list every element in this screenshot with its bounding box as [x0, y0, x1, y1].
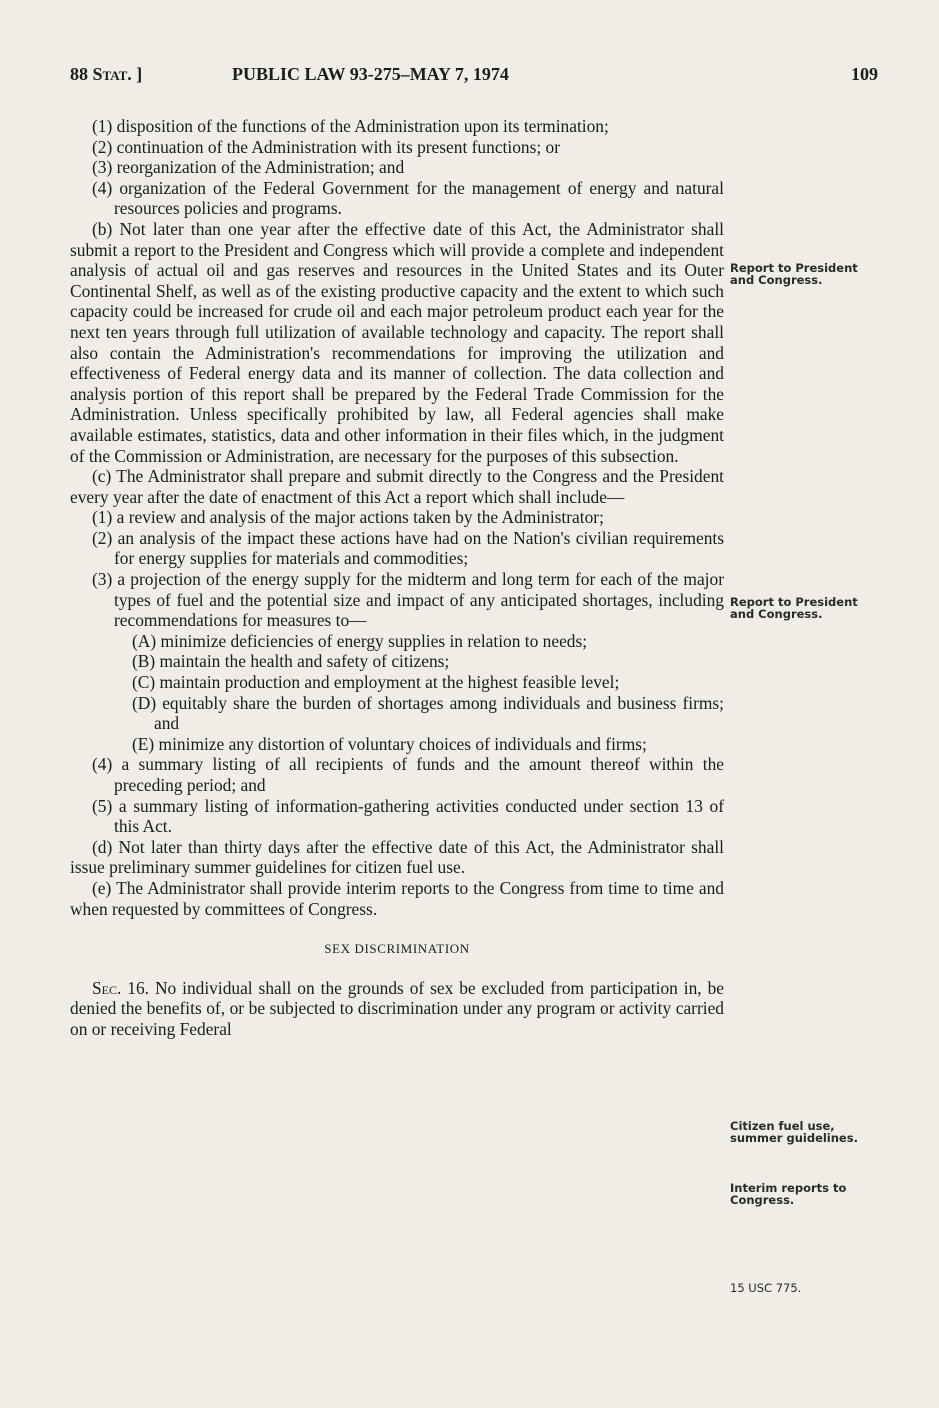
item-c3: (3) a projection of the energy supply for the midterm and long term for each of the major types of fuel and the potential size and impact of any anticipated shortages, including recommendations for measures to—: [92, 569, 724, 631]
item-c5: (5) a summary listing of information-gathering activities conducted under section 13 of this Act.: [92, 795, 724, 837]
item-a4: (4) organization of the Federal Government for the management of energy and natural resources policies and programs.: [92, 177, 724, 219]
item-a2: (2) continuation of the Administration with its present functions; or: [92, 136, 561, 157]
section-heading: SEX DISCRIMINATION: [324, 941, 470, 957]
margin-note-report-1: Report to President and Congress.: [730, 261, 858, 287]
stat-reference: 88 Stat. ]: [70, 64, 143, 84]
margin-note-usc: 15 USC 775.: [730, 1281, 802, 1295]
margin-note-interim-reports: Interim reports to Congress.: [730, 1181, 847, 1207]
item-a3: (3) reorganization of the Administration; and: [92, 157, 405, 178]
item-c4: (4) a summary listing of all recipients of funds and the amount thereof within the preceding period; and: [92, 754, 724, 795]
item-c2: (2) an analysis of the impact these actions have had on the Nation's civilian requirements for energy supplies for materials and commodities;: [92, 527, 724, 569]
page-header: [70, 64, 878, 92]
margin-note-report-2: Report to President and Congress.: [730, 595, 858, 621]
section-16: [70, 978, 724, 1040]
paragraph-c: (c) The Administrator shall prepare and submit directly to the Congress and the President every year after the date of enactment of this Act a report which shall include—: [70, 466, 724, 507]
section-16-text: No individual shall on the grounds of sex be excluded from participation in, be denied the benefits of, or be subjected to discrimination under any program or activity carried on or receiving Federal: [70, 977, 724, 1039]
item-cD: (D) equitably share the burden of shortages among individuals and business firms; and: [132, 692, 724, 734]
item-c1: (1) a review and analysis of the major actions taken by the Administrator;: [92, 507, 604, 528]
margin-note-citizen-fuel: Citizen fuel use, summer guidelines.: [730, 1119, 858, 1145]
item-cB: (B) maintain the health and safety of citizens;: [132, 651, 450, 672]
section-16-label: Sec. 16.: [92, 977, 150, 998]
item-a1: (1) disposition of the functions of the Administration upon its termination;: [92, 116, 609, 136]
item-cC: (C) maintain production and employment at the highest feasible level;: [132, 672, 620, 693]
page-number: 109: [851, 64, 878, 84]
body-text: [70, 116, 724, 1040]
paragraph-b: (b) Not later than one year after the effective date of this Act, the Administrator shall submit a report to the President and Congress which will provide a complete and independent analysis of actual oil and gas reserves and resources in the United States and its Outer Continental Shelf, as well as of the existing productive capacity and the extent to which such capacity could be increased for crude oil and each major petroleum product each year for the next ten years through full utilization of available technology and capacity. The report shall also contain the Administration's recommendations for improving the utilization and effectiveness of Federal energy data and its manner of collection. The data collection and analysis portion of this report shall be prepared by the Federal Trade Commission for the Administration. Unless specifically prohibited by law, all Federal agencies shall make available estimates, statistics, data and other information in their files which, in the judgment of the Commission or Administration, are necessary for the purposes of this subsection.: [70, 218, 724, 466]
paragraph-e: (e) The Administrator shall provide interim reports to the Congress from time to time and when requested by committees of Congress.: [70, 877, 724, 919]
paragraph-d: (d) Not later than thirty days after the effective date of this Act, the Administrator shall issue preliminary summer guidelines for citizen fuel use.: [70, 836, 724, 878]
item-cA: (A) minimize deficiencies of energy supplies in relation to needs;: [132, 630, 588, 651]
page-title: PUBLIC LAW 93-275–MAY 7, 1974: [232, 64, 509, 84]
item-cE: (E) minimize any distortion of voluntary choices of individuals and firms;: [132, 733, 647, 754]
